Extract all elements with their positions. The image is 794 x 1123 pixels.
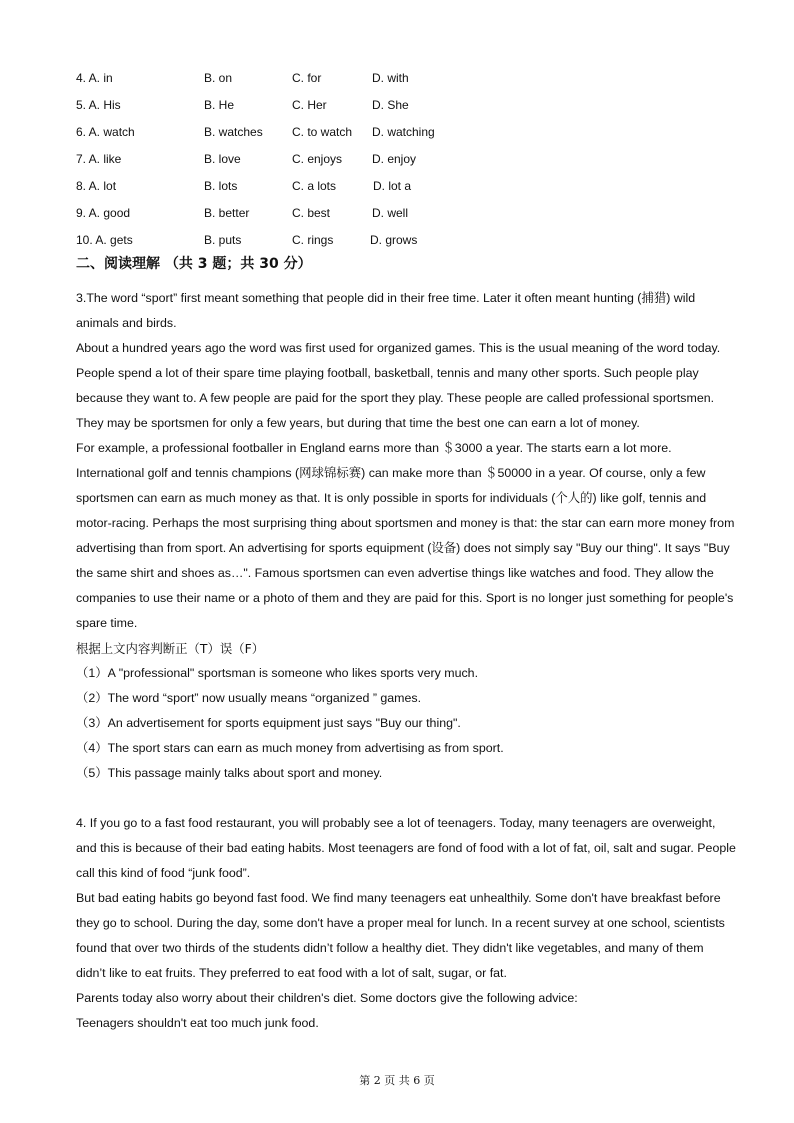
option-d: D. with	[372, 71, 409, 85]
paragraph: 4. If you go to a fast food restaurant, you will probably see a lot of teenagers. Today, many teenagers are overweight, and this is because of their bad eating habits. Most teenagers are fond of food with a lot of fat, oil, salt and sugar. People call this kind of food “junk food”.	[76, 816, 736, 880]
option-d: D. watching	[372, 125, 435, 139]
option-d: D. grows	[370, 233, 418, 247]
option-d: D. enjoy	[372, 152, 417, 166]
paragraph: Teenagers shouldn't eat too much junk food.	[76, 1016, 319, 1030]
option-b: B. lots	[204, 179, 238, 193]
reading-passage-3	[76, 286, 736, 786]
option-a: 5. A. His	[76, 98, 121, 112]
option-b: B. puts	[204, 233, 242, 247]
paragraph: For example, a professional footballer in England earns more than ＄3000 a year. The starts earn a lot more. International golf and tennis champions (网球锦标赛) can make more than ＄50000 in a year. Of course, only a few sportsmen can earn as much money as that. It is only possible in sports for individuals (个人的) like golf, tennis and motor-racing. Perhaps the most surprising thing about sportsmen and money is that: the star can earn more money from advertising than from sport. An advertising for sports equipment (设备) does not simply say "Buy our thing". It says "Buy the same shirt and shoes as…". Famous sportsmen can even advertise things like watches and food. They allow the companies to use their name or a photo of them and they are paid for this. Sport is no longer just something for people's spare time.	[76, 441, 735, 630]
tf-item: （4）The sport stars can earn as much money from advertising as from sport.	[76, 741, 504, 755]
option-d: D. She	[372, 98, 409, 112]
option-c: C. best	[292, 206, 331, 220]
option-b: B. on	[204, 71, 233, 85]
tf-item: （2）The word “sport” now usually means “organized ” games.	[76, 691, 422, 705]
option-c: C. to watch	[292, 125, 353, 139]
option-b: B. love	[204, 152, 241, 166]
option-a: 8. A. lot	[76, 179, 117, 193]
paragraph: But bad eating habits go beyond fast food. We find many teenagers eat unhealthily. Some don't have breakfast before they go to school. During the day, some don't have a proper meal for lunch. In a recent survey at one school, scientists found that over two thirds of the students didn’t follow a healthy diet. They didn't like vegetables, and many of them didn’t like to eat fruits. They preferred to eat food with a lot of salt, sugar, or fat.	[76, 891, 725, 980]
option-d: D. well	[372, 206, 409, 220]
option-c: C. Her	[292, 98, 327, 112]
page-footer: 第 2 页 共 6 页	[359, 1074, 435, 1087]
option-c: C. rings	[292, 233, 334, 247]
option-a: 4. A. in	[76, 71, 113, 85]
option-c: C. enjoys	[292, 152, 343, 166]
paragraph: Parents today also worry about their children's diet. Some doctors give the following advice:	[76, 991, 578, 1005]
reading-passage-4	[76, 811, 736, 1036]
paragraph: 3.The word “sport” first meant something that people did in their free time. Later it often meant hunting (捕猎) wild animals and birds.	[76, 291, 696, 330]
option-a: 9. A. good	[76, 206, 131, 220]
tf-item: （5）This passage mainly talks about sport and money.	[76, 766, 383, 780]
section-title: 二、阅读理解 （共 3 题；共 30 分）	[76, 256, 312, 272]
tf-item: （3）An advertisement for sports equipment just says "Buy our thing".	[76, 716, 461, 730]
tf-instruction: 根据上文内容判断正（T）误（F）	[76, 641, 265, 656]
option-c: C. a lots	[292, 179, 337, 193]
option-c: C. for	[292, 71, 322, 85]
option-a: 10. A. gets	[76, 233, 133, 247]
option-b: B. better	[204, 206, 250, 220]
option-a: 6. A. watch	[76, 125, 135, 139]
tf-item: （1）A "professional" sportsman is someone who likes sports very much.	[76, 666, 479, 680]
option-d: D. lot a	[373, 179, 412, 193]
option-a: 7. A. like	[76, 152, 122, 166]
paragraph: About a hundred years ago the word was first used for organized games. This is the usual meaning of the word today. People spend a lot of their spare time playing football, basketball, tennis and many other sports. Such people play because they want to. A few people are paid for the sport they play. These people are called professional sportsmen. They may be sportsmen for only a few years, but during that time the best one can earn a lot of money.	[76, 341, 721, 430]
option-b: B. watches	[204, 125, 263, 139]
option-b: B. He	[204, 98, 235, 112]
